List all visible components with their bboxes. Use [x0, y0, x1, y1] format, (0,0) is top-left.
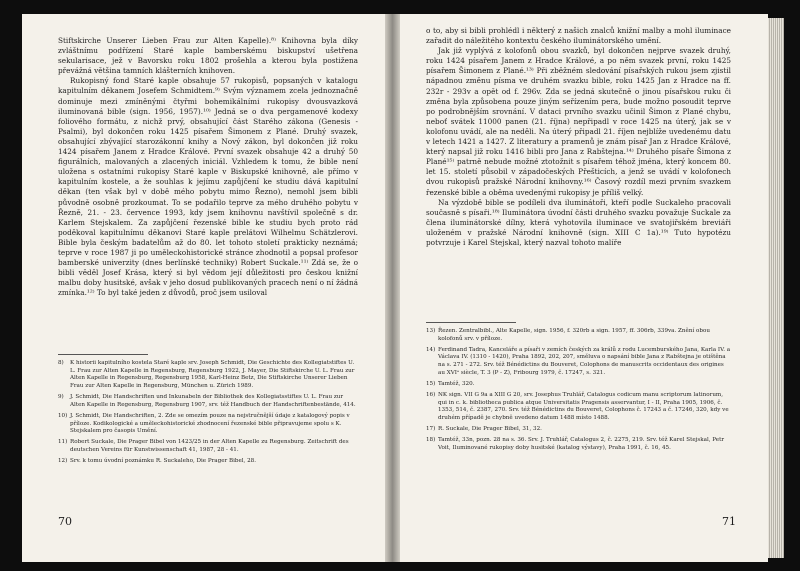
footnote-text: J. Schmidt, Die Handschriften, 2. Zde se omezím pouze na nejstručnější údaje z katalogový popis v příloze. Kodikologické a uměleckohistorické zhodnocení řezenské bible připravujeme spolu s K. Stejskalem pro časopis Umění. — [70, 412, 350, 435]
footnote — [426, 347, 731, 378]
right-paragraph-1: o to, aby si bibli prohlédl i některý z našich znalců knižní malby a mohl iluminace zařadit do náležitého kontextu českého iluminátorského umění. — [426, 26, 731, 46]
footnote-number: 13) — [426, 328, 436, 334]
footnote-text: Řezen. Zentralbibl., Alte Kapelle, sign. 1956, f. 320rb a sign. 1957, ff. 306rb, 339va. Znění obou kolofonů srv. v příloze. — [438, 328, 710, 342]
page-block-edge — [768, 18, 784, 558]
footnote-text: Tamtéž, 320. — [438, 380, 475, 387]
footnote — [58, 439, 358, 454]
footnote — [426, 392, 731, 423]
footnote-rule — [426, 322, 516, 323]
right-paragraph-2: Jak již vyplývá z kolofonů obou svazků, byl dokončen nejprve svazek druhý, roku 1424 písařem Janem z Hradce Králové, a po něm svazek první, roku 1425 písařem Šimonem z Plané.¹³⁾ Při zběžném sledování písařských rukou jsem zjistil nápadnou změnu písma ve druhém svazku bible, roku 1425 Jan z Hradce na ff. 232r - 293v a opět od f. 296v. Zda se jedná skutečně o jinou písařskou ruku či změna byla způsobena pouze jiným seřízením pera, bude možno posoudit teprve po podrobnějším srovnání. V dataci prvního svazku učinil Šimon z Plané chybu, neboť svátek 11000 panen (21. října) nepřipadl v roce 1425 na úterý, jak se v kolofonu uvádí, ale na neděli. Na úterý připadl 21. říjen nejblíže uvedenému datu v letech 1421 a 1427. Z literatury a pramenů je znám písař Jan z Hradce Králové, který napsal již roku 1416 bibli pro Jana z Rabštejna.¹⁴⁾ Druhého písaře Šimona z Plané¹⁵⁾ patrně nebude možné ztotožnit s písařem téhož jména, který koncem 80. let 15. století působil v západočeských Přešticích, a jenž se uvádí v kolofonech dvou rukopisů pražské Národní knihovny.¹⁶⁾ Časový rozdíl mezi prvním svazkem řezenské bible a oběma uvedenými rukopisy je příliš velký. — [426, 46, 731, 197]
footnote-number: 9) — [58, 394, 64, 401]
left-footnotes — [58, 360, 358, 469]
footnote — [58, 360, 358, 391]
footnote-number: 16) — [426, 391, 436, 398]
footnote — [58, 458, 358, 466]
book-gutter — [385, 14, 400, 562]
right-paragraph-3: Na výzdobě bible se podíleli dva iluminátoři, kteří podle Suckaleho pracovali současně s písaři.¹⁸⁾ Iluminátora úvodní části druhého svazku považuje Suckale za člena iluminátorské dílny, která vyhotovila iluminace ve svatojiřském breviáři uloženém v pražské Národní knihovně (sign. XIII C 1a).¹⁹⁾ Tuto hypotézu potvrzuje i Karel Stejskal, který nazval tohoto malíře — [426, 197, 731, 247]
footnote-text: R. Suckale, Die Prager Bibel, 31, 32. — [438, 425, 542, 432]
footnote — [58, 394, 358, 409]
footnote-number: 11) — [58, 439, 68, 446]
left-paragraph-1: Stiftskirche Unserer Lieben Frau zur Alten Kapelle).⁸⁾ Knihovna byla díky zvláštnímu podřízení Staré kaple bamberskému biskupství ušetřena sekularisace, jež v Bavorsku roku 1802 prošehla a kterou byla postižena převážná většina tamních klášterních knihoven. — [58, 36, 358, 76]
footnote — [426, 437, 731, 452]
page-number: 71 — [722, 515, 736, 528]
footnote — [426, 328, 731, 343]
footnote-text: Ferdinand Tadra, Kanceláře a písaři v zemích českých za králů z rodu Lucemburského Jana, Karla IV. a Václava IV. (1310 - 1420), Praha 1892, 202, 207, směluva o napsání bible Jana z Rabštejna je otištěna na s. 271 - 272. Srv. též Bénédictins du Bouveret, Colophons de manuscrits occidentaux des origines au XVIᵉ siècle, T. 3 (P - Z), Fribourg 1979, č. 17247, s. 321. — [438, 346, 731, 376]
footnote-number: 10) — [58, 412, 68, 419]
footnote-number: 17) — [426, 425, 436, 432]
right-page — [400, 14, 768, 562]
footnote-number: 14) — [426, 346, 436, 353]
footnote-number: 8) — [58, 360, 64, 366]
footnote — [426, 381, 731, 389]
right-footnotes — [426, 328, 731, 456]
footnote — [426, 426, 731, 434]
footnote-number: 12) — [58, 457, 68, 464]
page-number: 70 — [58, 515, 72, 528]
footnote-text: Tamtéž, 33n, pozn. 28 na s. 36. Srv. J. Truhlář, Catalogus 2, č. 2275, 219. Srv. též Karel Stejskal, Petr Voit, Iluminované rukopisy doby husitské (katalog výstavy), Praha 1991, č. 16, 45. — [438, 436, 725, 451]
footnote-text: NK sign. VII G 9a a XIII G 20, srv. Josephus Truhlář, Catalogus codicum manu scriptorum latinorum, qui in c. k. bibliotheca publica atque Universitatis Pragensis asservantur, I - II, Praha 1905, 1906, č. 1353, 514, č. 2387, 270. Srv. též Bénédictins du Bouveret, Colophons č. 17243 a č. 17246, 320, kdy ve druhém případě je chybně uvedeno datum 1488 místo 1488. — [438, 391, 729, 421]
footnote-rule — [58, 354, 148, 355]
left-body-text — [58, 36, 358, 298]
footnote-text: Robert Suckale, Die Prager Bibel von 1423/25 in der Alten Kapelle zu Regensburg. Zeitschrift des deutschen Vereins für Kunstwissenschaft 41, 1987, 28 - 41. — [70, 439, 349, 453]
footnote — [58, 413, 358, 436]
footnote-text: J. Schmidt, Die Handschriften und Inkunabeln der Bibliothek des Kollegiatsstiftes U. L. Frau zur Alten Kapelle in Regensburg, Regensburg 1907, srv. též Handbuch der Handschriftenbestände, 414. — [70, 394, 356, 408]
footnote-number: 18) — [426, 436, 436, 443]
left-paragraph-2: Rukopisný fond Staré kaple obsahuje 57 rukopisů, popsaných v katalogu kapitulním děkanem Josefem Schmidtem.⁹⁾ Svým významem zcela jednoznačně dominuje mezi zmíněnými čtyřmi bohemikálními rukopisy dvousvazková iluminovaná bible (sign. 1956, 1957).¹⁰⁾ Jedná se o dva pergamenové kodexy foliového formátu, z nichž prvý, obsahující část Starého zákona (Genesis - Psalmi), byl dokončen roku 1425 písařem Šimonem z Plané. Druhý svazek, obsahující zbývající starozákonní knihy a Nový zákon, byl dokončen již roku 1424 písařem Janem z Hradce Králové. První svazek obsahuje 42 a druhý 50 figurálních, malovaných a zlacených iniciál. Vzhledem k tomu, že bible není uložena s ostatními rukopisy Staré kaple v Biskupské knihovně, ale přímo v kapitulním kostele, a že souhlas k jejímu zapůjčení ke studiu dává kapitulní děkan (ten však byl v době mého pobytu mimo Řezno), nemohl jsem bibli původně osobně prozkoumat. To se podařilo teprve za mého druhého pobytu v Řezně, 21. - 23. července 1993, kdy jsem knihovnu navštívil společně s dr. Karlem Stejskalem. Za zapůjčení řezenské bible ke studiu bych proto rád poděkoval kapitulnímu děkanovi Staré kaple prelátovi Wilhelmu Schätzlerovi. Bible byla českým badatelům až do 80. let tohoto století prakticky neznámá; teprve v roce 1987 ji po uměleckohistorické stránce zhodnotil a popsal profesor bamberské univerzity (dnes berlínské techniky) Robert Suckale.¹¹⁾ Zdá se, že o bibli věděl Josef Krása, který si byl vědom její důležitosti pro českou knižní malbu doby husitské, avšak v jeho dosud publikovaných pracech není o ní žádná zmínka.¹²⁾ To byl také jeden z důvodů, proč jsem usiloval — [58, 76, 358, 298]
footnote-text: Srv. k tomu úvodní poznámku R. Suckaleho, Die Prager Bibel, 28. — [70, 457, 257, 464]
footnote-number: 15) — [426, 380, 436, 387]
right-body-text — [426, 26, 731, 248]
footnote-text: K historii kapitulního kostela Staré kaple srv. Joseph Schmidt, Die Geschichte des Kollegiatstiftes U. L. Frau zur Alten Kapelle in Regensburg, Regensburg 1922, J. Mayer, Die Stiftskirche U. L. Frau zur Alten Kapelle in Regensburg, Regensburg 1958, Karl-Heinz Betz, Die Stiftskirche Unserer Lieben Frau zur Alten Kapelle in Regensburg, München u. Zürich 1989. — [70, 360, 355, 390]
left-page — [22, 14, 385, 562]
